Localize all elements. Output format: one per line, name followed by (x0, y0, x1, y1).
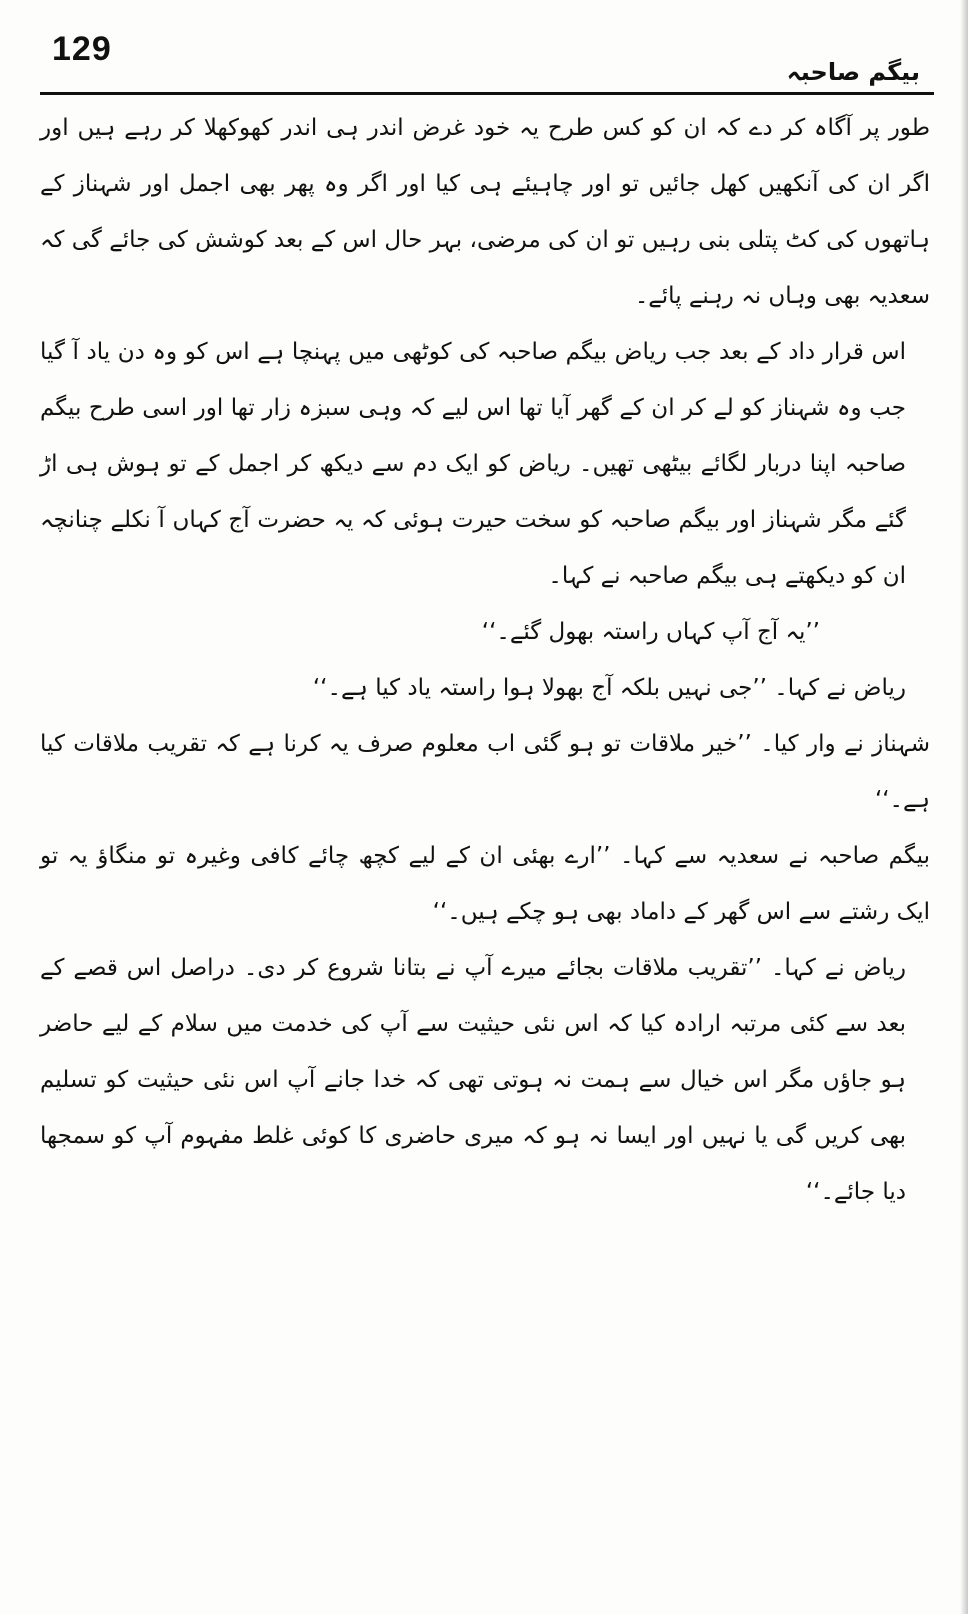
dialog-line-2: ریاض نے کہا۔ ’’جی نہیں بلکہ آج بھولا ہوا راستہ یاد کیا ہے۔‘‘ (312, 675, 906, 701)
header-rule (40, 92, 934, 95)
paragraph-3: شہناز نے وار کیا۔ ’’خیر ملاقات تو ہو گئی اب معلوم صرف یہ کرنا ہے کہ تقریب ملاقات کیا ہے۔‘‘ (40, 731, 930, 813)
running-header: بیگم صاحبہ (786, 58, 920, 86)
paragraph-5: ریاض نے کہا۔ ’’تقریب ملاقات بجائے میرے آپ نے بتانا شروع کر دی۔ دراصل اس قصے کے بعد سے کئی مرتبہ ارادہ کیا کہ اس نئی حیثیت سے آپ کی خدمت میں سلام کے لیے حاضر ہو جاؤں مگر اس خیال سے ہمت نہ ہوتی تھی کہ خدا جانے آپ اس نئی حیثیت کو تسلیم بھی کریں گی یا نہیں اور ایسا نہ ہو کہ میری حاضری کا کوئی غلط مفہوم آپ کو سمجھا دیا جائے۔‘‘ (40, 955, 906, 1205)
body-text (40, 100, 930, 1220)
scan-edge-shadow (960, 0, 968, 1614)
paragraph-2: اس قرار داد کے بعد جب ریاض بیگم صاحبہ کی کوٹھی میں پہنچا ہے اس کو وہ دن یاد آ گیا جب وہ شہناز کو لے کر ان کے گھر آیا تھا اس لیے کہ وہی سبزہ زار تھا اور اسی طرح بیگم صاحبہ اپنا دربار لگائے بیٹھی تھیں۔ ریاض کو ایک دم سے دیکھ کر اجمل کے تو ہوش ہی اڑ گئے مگر شہناز اور بیگم صاحبہ کو سخت حیرت ہوئی کہ یہ حضرت آج کہاں آ نکلے چنانچہ ان کو دیکھتے ہی بیگم صاحبہ نے کہا۔ (40, 339, 906, 589)
paragraph-4: بیگم صاحبہ نے سعدیہ سے کہا۔ ’’ارے بھئی ان کے لیے کچھ چائے کافی وغیرہ تو منگاؤ یہ تو ایک رشتے سے اس گھر کے داماد بھی ہو چکے ہیں۔‘‘ (40, 843, 930, 925)
dialog-line-1: ’’یہ آج آپ کہاں راستہ بھول گئے۔‘‘ (481, 619, 820, 645)
paragraph-1: طور پر آگاہ کر دے کہ ان کو کس طرح یہ خود غرض اندر ہی اندر کھوکھلا کر رہے ہیں اور اگر ان کی آنکھیں کھل جائیں تو اور چاہیئے ہی کیا اور اگر وہ پھر بھی اجمل اور شہناز کے ہاتھوں کی کٹ پتلی بنی رہیں تو ان کی مرضی، بہر حال اس کے بعد کوشش کی جائے گی کہ سعدیہ بھی وہاں نہ رہنے پائے۔ (40, 115, 930, 309)
page-number: 129 (52, 30, 112, 68)
